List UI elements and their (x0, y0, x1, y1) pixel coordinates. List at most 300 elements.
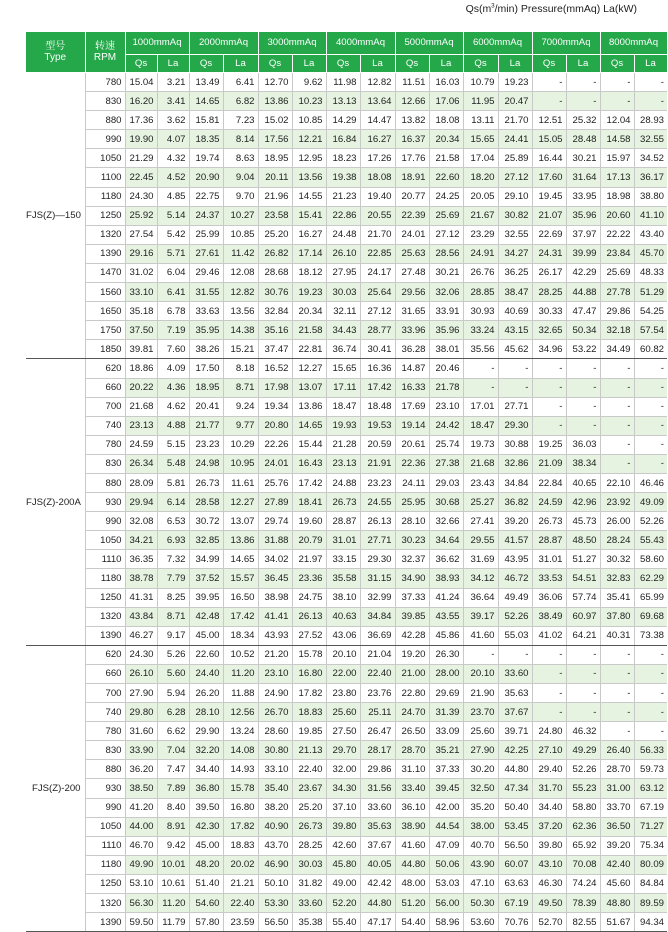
qs-cell: 53.60 (463, 913, 498, 932)
qs-cell: 15.05 (532, 130, 566, 149)
rpm-cell: 880 (85, 760, 125, 779)
la-cell: 28.25 (292, 836, 326, 855)
qs-cell: 51.40 (189, 874, 223, 893)
la-cell: 11.88 (223, 684, 258, 703)
table-row (26, 550, 667, 569)
la-cell: 15.78 (292, 645, 326, 664)
qs-cell: 19.90 (125, 130, 157, 149)
la-cell: 24.41 (498, 130, 532, 149)
la-cell: 29.30 (360, 550, 395, 569)
la-cell: 14.55 (292, 187, 326, 206)
table-row (26, 779, 667, 798)
qs-cell: 38.00 (463, 817, 498, 836)
la-cell: 62.36 (566, 817, 600, 836)
qs-cell: 20.10 (463, 664, 498, 683)
rpm-cell: 1850 (85, 340, 125, 359)
qs-cell: 16.44 (532, 149, 566, 168)
qs-cell: 33.10 (258, 760, 292, 779)
la-cell: - (566, 684, 600, 703)
qs-cell: 18.98 (600, 187, 634, 206)
la-cell: 28.17 (360, 741, 395, 760)
la-cell: 44.80 (498, 760, 532, 779)
qs-cell: 31.60 (125, 722, 157, 741)
la-cell: 21.97 (292, 550, 326, 569)
qs-cell: 31.65 (395, 302, 429, 321)
qs-cell: 24.30 (125, 645, 157, 664)
la-cell: 13.56 (223, 302, 258, 321)
qs-cell: - (600, 664, 634, 683)
rpm-cell: 880 (85, 111, 125, 130)
la-cell: 44.80 (360, 894, 395, 913)
qs-cell: 46.70 (125, 836, 157, 855)
la-cell: 18.41 (292, 493, 326, 512)
qs-cell: 28.60 (258, 722, 292, 741)
la-cell: 32.55 (634, 130, 667, 149)
qs-cell: 22.39 (395, 206, 429, 225)
qs-cell: - (600, 684, 634, 703)
la-cell: 10.27 (223, 206, 258, 225)
qs-cell: 30.33 (532, 302, 566, 321)
la-cell: 7.04 (157, 741, 189, 760)
table-row (26, 569, 667, 588)
rpm-header-en: RPM (93, 52, 117, 63)
qs-cell: 34.21 (125, 531, 157, 550)
qs-cell: 13.86 (258, 92, 292, 111)
la-cell: - (634, 722, 667, 741)
la-cell: 45.73 (566, 512, 600, 531)
la-cell: 20.34 (292, 302, 326, 321)
la-cell: 8.25 (157, 588, 189, 607)
qs-cell: 39.81 (125, 340, 157, 359)
la-cell: 18.08 (429, 111, 463, 130)
qs-cell: 35.20 (463, 798, 498, 817)
table-row (26, 454, 667, 473)
la-cell: 50.06 (429, 855, 463, 874)
la-cell: - (634, 435, 667, 454)
qs-cell: 38.26 (189, 340, 223, 359)
table-row (26, 588, 667, 607)
la-cell: 34.64 (429, 531, 463, 550)
qs-cell: 59.50 (125, 913, 157, 932)
rpm-header-cn: 转速 (95, 41, 115, 52)
qs-cell: 21.23 (326, 187, 360, 206)
la-cell: 30.88 (498, 435, 532, 454)
la-cell: 3.62 (157, 111, 189, 130)
qs-cell: 45.80 (326, 855, 360, 874)
rpm-cell: 1250 (85, 874, 125, 893)
qs-cell: 32.20 (189, 741, 223, 760)
rpm-cell: 930 (85, 493, 125, 512)
rpm-cell: 930 (85, 779, 125, 798)
qs-cell: 26.76 (463, 263, 498, 282)
qs-cell: 40.31 (600, 626, 634, 645)
la-cell: 22.60 (429, 168, 463, 187)
la-cell: 41.57 (498, 531, 532, 550)
rpm-cell: 830 (85, 741, 125, 760)
qs-cell: 28.70 (395, 741, 429, 760)
la-cell: 39.20 (498, 512, 532, 531)
la-cell: 34.84 (360, 607, 395, 626)
la-cell: 52.26 (634, 512, 667, 531)
qs-cell: 32.08 (125, 512, 157, 531)
la-cell: 10.85 (223, 225, 258, 244)
la-cell: 84.84 (634, 874, 667, 893)
qs-subheader: Qs (326, 55, 360, 73)
la-cell: 4.52 (157, 168, 189, 187)
flow-unit-label: Qs(m (465, 3, 492, 15)
qs-cell: 23.29 (463, 225, 498, 244)
la-cell: 45.62 (498, 340, 532, 359)
qs-cell: 32.50 (463, 779, 498, 798)
qs-cell: 24.59 (532, 493, 566, 512)
la-cell: 22.40 (292, 760, 326, 779)
qs-cell: 23.13 (326, 454, 360, 473)
la-cell: 39.99 (566, 244, 600, 263)
table-row (26, 664, 667, 683)
la-cell: 53.45 (498, 817, 532, 836)
qs-cell: 35.95 (189, 321, 223, 340)
qs-cell: 40.90 (258, 817, 292, 836)
rpm-cell: 1180 (85, 187, 125, 206)
la-subheader: La (634, 55, 667, 73)
la-cell: 8.14 (223, 130, 258, 149)
la-cell: - (566, 359, 600, 378)
table-row (26, 531, 667, 550)
rpm-cell: 660 (85, 378, 125, 397)
qs-cell: 48.20 (189, 855, 223, 874)
qs-cell: 34.49 (600, 340, 634, 359)
la-cell: 3.41 (157, 92, 189, 111)
la-cell: 20.55 (360, 206, 395, 225)
qs-cell: 36.28 (395, 340, 429, 359)
qs-cell: 50.30 (463, 894, 498, 913)
la-cell: 47.47 (566, 302, 600, 321)
qs-cell: 28.87 (326, 512, 360, 531)
qs-cell: 16.33 (395, 378, 429, 397)
la-cell: 6.93 (157, 531, 189, 550)
la-cell: 39.45 (429, 779, 463, 798)
qs-cell: 19.74 (189, 149, 223, 168)
qs-cell: 24.91 (463, 244, 498, 263)
la-cell: - (566, 73, 600, 92)
la-cell: 17.26 (360, 149, 395, 168)
qs-cell: 39.17 (463, 607, 498, 626)
la-cell: 27.38 (429, 454, 463, 473)
qs-cell: 27.95 (326, 263, 360, 282)
qs-subheader: Qs (600, 55, 634, 73)
qs-cell: - (532, 703, 566, 722)
qs-cell: 12.51 (532, 111, 566, 130)
la-cell: 60.07 (498, 855, 532, 874)
qs-cell: 35.58 (326, 569, 360, 588)
qs-cell: 33.90 (125, 741, 157, 760)
qs-cell: 41.60 (463, 626, 498, 645)
qs-cell: 24.88 (326, 473, 360, 492)
la-cell: 13.64 (360, 92, 395, 111)
qs-cell: 21.77 (189, 416, 223, 435)
la-cell: 25.20 (292, 798, 326, 817)
qs-cell: 19.14 (395, 416, 429, 435)
qs-cell: 23.92 (600, 493, 634, 512)
la-cell: 24.75 (292, 588, 326, 607)
la-cell: 12.21 (292, 130, 326, 149)
la-cell: 39.71 (498, 722, 532, 741)
rpm-cell: 990 (85, 512, 125, 531)
table-row (26, 626, 667, 645)
la-cell: 57.54 (634, 321, 667, 340)
table-row (26, 263, 667, 282)
qs-cell: 14.65 (189, 92, 223, 111)
la-cell: 33.60 (360, 798, 395, 817)
table-row (26, 168, 667, 187)
rpm-cell: 990 (85, 798, 125, 817)
qs-cell: 22.26 (258, 435, 292, 454)
la-cell: 17.42 (223, 607, 258, 626)
la-cell: 10.52 (223, 645, 258, 664)
qs-cell: 13.13 (326, 92, 360, 111)
la-cell: 4.07 (157, 130, 189, 149)
la-cell: 33.91 (429, 302, 463, 321)
qs-cell: 32.11 (326, 302, 360, 321)
table-row (26, 130, 667, 149)
la-cell: 31.56 (360, 779, 395, 798)
la-cell: 63.12 (634, 779, 667, 798)
la-cell: - (634, 645, 667, 664)
la-cell: 33.60 (498, 664, 532, 683)
qs-cell: 21.00 (395, 664, 429, 683)
qs-cell: 37.20 (532, 817, 566, 836)
la-cell: 27.52 (292, 626, 326, 645)
qs-cell: 28.58 (189, 493, 223, 512)
la-cell: 12.27 (223, 493, 258, 512)
la-cell: 17.82 (292, 684, 326, 703)
qs-cell: - (600, 92, 634, 111)
qs-cell: 26.50 (395, 722, 429, 741)
qs-cell: 23.70 (463, 703, 498, 722)
qs-cell: 40.63 (326, 607, 360, 626)
la-cell: 21.78 (429, 378, 463, 397)
qs-cell: 52.70 (532, 913, 566, 932)
la-cell: 51.27 (566, 550, 600, 569)
la-cell: 36.82 (498, 493, 532, 512)
qs-cell: 33.53 (532, 569, 566, 588)
qs-cell: 38.90 (395, 817, 429, 836)
qs-cell: - (532, 92, 566, 111)
table-row (26, 73, 667, 92)
qs-cell: 28.10 (189, 703, 223, 722)
la-cell: 8.71 (157, 607, 189, 626)
la-cell: 27.12 (498, 168, 532, 187)
qs-cell: 18.35 (189, 130, 223, 149)
la-cell: 32.99 (360, 588, 395, 607)
qs-subheader: Qs (395, 55, 429, 73)
la-cell: 70.76 (498, 913, 532, 932)
la-cell: 4.88 (157, 416, 189, 435)
qs-cell: 20.90 (189, 168, 223, 187)
qs-cell: 42.30 (189, 817, 223, 836)
la-cell: 50.40 (498, 798, 532, 817)
qs-cell: 29.70 (326, 741, 360, 760)
qs-cell: 28.25 (532, 283, 566, 302)
la-cell: 16.36 (360, 359, 395, 378)
la-cell: 22.85 (360, 244, 395, 263)
qs-cell: 11.51 (395, 73, 429, 92)
la-cell: 4.62 (157, 397, 189, 416)
la-cell: 5.60 (157, 664, 189, 683)
la-cell: 13.07 (292, 378, 326, 397)
qs-cell: 19.93 (326, 416, 360, 435)
qs-cell: 22.36 (395, 454, 429, 473)
qs-cell: - (600, 397, 634, 416)
la-cell: 10.61 (157, 874, 189, 893)
qs-subheader: Qs (189, 55, 223, 73)
qs-cell: 16.84 (326, 130, 360, 149)
la-cell: 18.83 (223, 836, 258, 855)
rpm-cell: 1180 (85, 855, 125, 874)
pressure-header: 6000mmAq (463, 32, 532, 55)
rpm-cell: 1320 (85, 225, 125, 244)
qs-cell: 24.90 (258, 684, 292, 703)
la-cell: 9.24 (223, 397, 258, 416)
la-cell: 47.09 (429, 836, 463, 855)
qs-cell: 24.01 (395, 225, 429, 244)
la-cell: 10.29 (223, 435, 258, 454)
pressure-header: 2000mmAq (189, 32, 258, 55)
la-cell: 42.96 (566, 493, 600, 512)
qs-cell: 36.50 (600, 817, 634, 836)
la-cell: 25.11 (360, 703, 395, 722)
la-cell: 12.27 (292, 359, 326, 378)
la-cell: 29.69 (429, 684, 463, 703)
la-cell: 21.70 (498, 111, 532, 130)
la-cell: 21.91 (360, 454, 395, 473)
la-cell: 20.02 (223, 855, 258, 874)
la-cell: 12.08 (223, 263, 258, 282)
qs-cell: 28.09 (125, 473, 157, 492)
qs-cell: 36.80 (189, 779, 223, 798)
la-cell: 36.17 (634, 168, 667, 187)
la-cell: 25.69 (429, 206, 463, 225)
rpm-cell: 700 (85, 397, 125, 416)
la-cell: 13.24 (223, 722, 258, 741)
qs-cell: 24.01 (258, 454, 292, 473)
qs-cell: 38.50 (125, 779, 157, 798)
la-cell: 44.54 (429, 817, 463, 836)
qs-cell: 37.47 (258, 340, 292, 359)
qs-cell: 11.95 (463, 92, 498, 111)
qs-cell: 26.20 (189, 684, 223, 703)
rpm-cell: 1750 (85, 321, 125, 340)
la-cell: 58.60 (634, 550, 667, 569)
qs-cell: - (600, 378, 634, 397)
qs-cell: 33.96 (395, 321, 429, 340)
qs-cell: 15.65 (463, 130, 498, 149)
qs-cell: 25.76 (258, 473, 292, 492)
qs-cell: 49.90 (125, 855, 157, 874)
qs-cell: 54.60 (189, 894, 223, 913)
qs-cell: 32.85 (189, 531, 223, 550)
qs-cell: 53.30 (258, 894, 292, 913)
qs-cell: 44.00 (125, 817, 157, 836)
la-cell: 47.17 (360, 913, 395, 932)
la-cell: 4.32 (157, 149, 189, 168)
qs-cell: 25.27 (463, 493, 498, 512)
qs-cell: 30.23 (395, 531, 429, 550)
qs-cell: 43.84 (125, 607, 157, 626)
la-cell: 20.47 (498, 92, 532, 111)
la-cell: 24.55 (360, 493, 395, 512)
rpm-cell: 1390 (85, 244, 125, 263)
qs-cell: - (463, 645, 498, 664)
la-cell: 42.00 (429, 798, 463, 817)
qs-cell: 41.41 (258, 607, 292, 626)
la-cell: - (498, 359, 532, 378)
qs-cell: 20.60 (600, 206, 634, 225)
la-cell: 11.79 (157, 913, 189, 932)
qs-cell: 41.02 (532, 626, 566, 645)
qs-cell: 19.38 (326, 168, 360, 187)
la-cell: - (566, 416, 600, 435)
la-cell: 36.25 (498, 263, 532, 282)
qs-cell: 29.86 (600, 302, 634, 321)
type-column-header (26, 32, 85, 73)
qs-cell: 35.41 (600, 588, 634, 607)
la-cell: 7.19 (157, 321, 189, 340)
la-cell: 14.65 (223, 550, 258, 569)
qs-cell: 20.05 (463, 187, 498, 206)
table-row (26, 913, 667, 932)
qs-cell: 26.73 (532, 512, 566, 531)
qs-cell: 42.40 (600, 855, 634, 874)
la-cell: 9.62 (292, 73, 326, 92)
la-cell: 15.44 (292, 435, 326, 454)
qs-cell: 17.04 (463, 149, 498, 168)
la-cell: 29.10 (498, 187, 532, 206)
la-subheader: La (498, 55, 532, 73)
la-cell: 15.78 (223, 779, 258, 798)
la-cell: 28.93 (634, 111, 667, 130)
qs-cell: 39.50 (189, 798, 223, 817)
table-row (26, 874, 667, 893)
table-row (26, 684, 667, 703)
la-cell: 30.41 (360, 340, 395, 359)
qs-cell: 34.12 (463, 569, 498, 588)
la-subheader: La (292, 55, 326, 73)
qs-cell: 36.10 (395, 798, 429, 817)
la-cell: 49.09 (634, 493, 667, 512)
la-cell: 12.82 (360, 73, 395, 92)
la-cell: 37.33 (429, 760, 463, 779)
table-row (26, 512, 667, 531)
qs-cell: 35.16 (258, 321, 292, 340)
la-cell: 18.34 (223, 626, 258, 645)
qs-subheader: Qs (125, 55, 157, 73)
la-cell: 62.29 (634, 569, 667, 588)
la-cell: 7.23 (223, 111, 258, 130)
la-cell: 36.62 (429, 550, 463, 569)
la-subheader: La (223, 55, 258, 73)
qs-cell: 17.01 (463, 397, 498, 416)
la-cell: 57.74 (566, 588, 600, 607)
la-cell: 13.86 (292, 397, 326, 416)
rpm-cell: 780 (85, 435, 125, 454)
la-cell: 52.26 (498, 607, 532, 626)
la-cell: 14.65 (292, 416, 326, 435)
qs-cell: 52.20 (326, 894, 360, 913)
la-cell: 23.36 (292, 569, 326, 588)
la-cell: 8.40 (157, 798, 189, 817)
la-cell: - (498, 645, 532, 664)
